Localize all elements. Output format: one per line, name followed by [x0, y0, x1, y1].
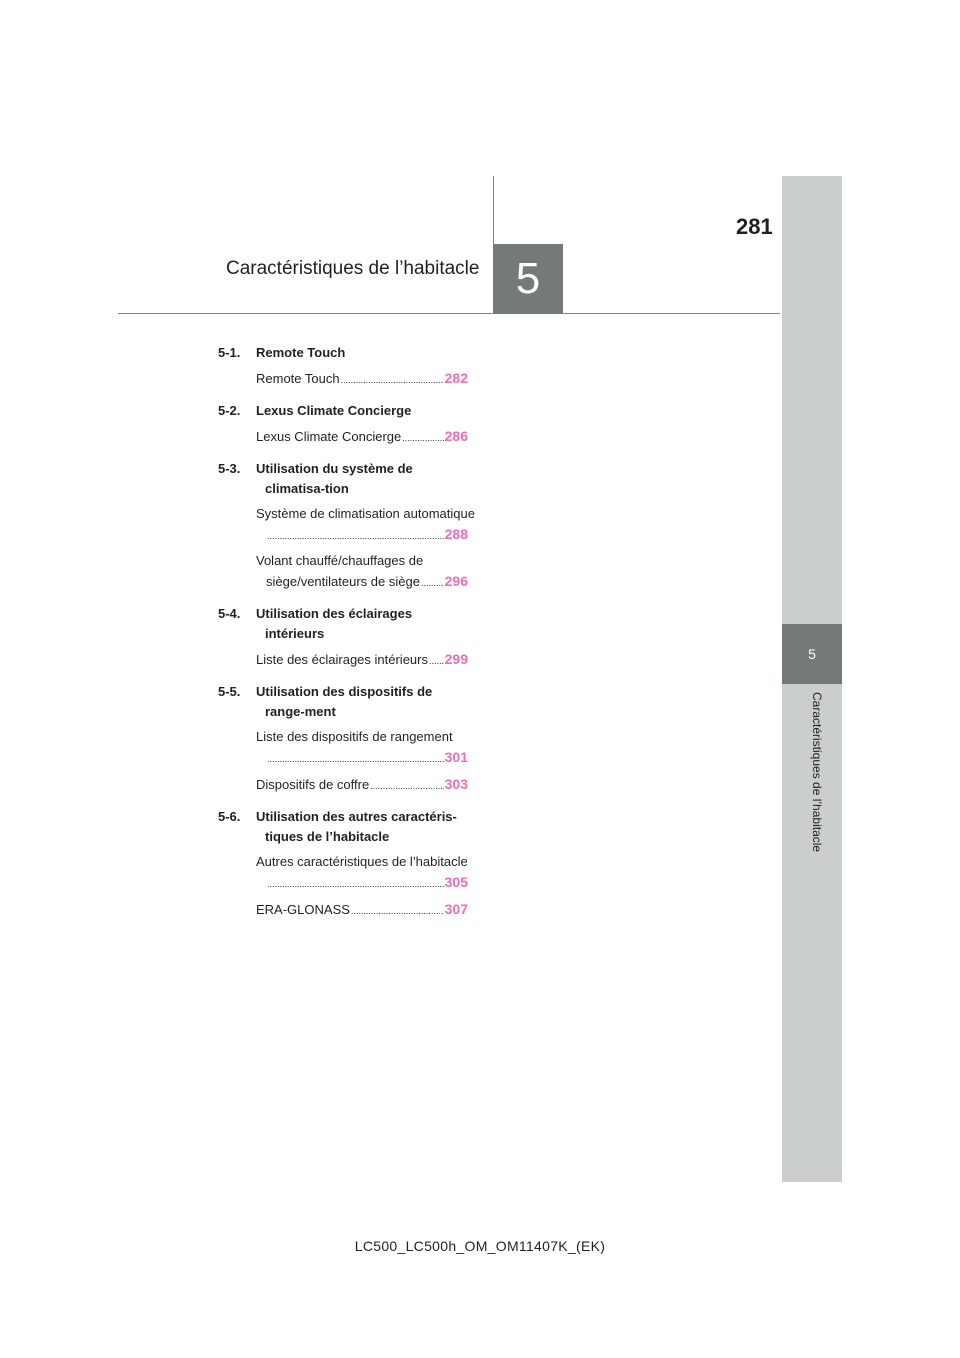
- toc-entry-text: Autres caractéristiques de l’habitacle: [256, 854, 468, 869]
- side-tab-number: 5: [808, 646, 816, 662]
- toc-section-heading[interactable]: [218, 343, 468, 363]
- toc-section-heading[interactable]: [218, 807, 468, 847]
- toc-section-heading[interactable]: [218, 682, 468, 722]
- toc-entry-text: siège/ventilateurs de siège: [266, 574, 420, 589]
- toc-section-title: Lexus Climate Concierge: [256, 403, 412, 418]
- toc-entry-line: [256, 524, 468, 546]
- chapter-number-box: [493, 244, 563, 314]
- toc-entry-line: [256, 747, 468, 769]
- toc-entry-text: ERA-GLONASS: [256, 902, 350, 917]
- header-rule: [118, 313, 780, 314]
- toc-entry-line: [256, 571, 468, 593]
- toc-section-number: 5-3.: [218, 461, 241, 476]
- toc-section-number: 5-2.: [218, 403, 241, 418]
- dot-leader: [341, 370, 444, 390]
- toc-section: [218, 807, 468, 921]
- toc-section-title: Utilisation des éclairages intérieurs: [256, 606, 413, 641]
- toc-entry-line: [256, 504, 475, 524]
- page-number: 281: [736, 214, 773, 239]
- toc-entry-line: [256, 774, 468, 796]
- chapter-title: Caractéristiques de l’habitacle: [226, 258, 480, 279]
- toc-entry[interactable]: [256, 649, 468, 671]
- toc-entry-text: Liste des éclairages intérieurs: [256, 652, 428, 667]
- toc-entry-text: Système de climatisation automatique: [256, 506, 475, 521]
- dot-leader: [370, 776, 443, 796]
- toc-section-number: 5-5.: [218, 684, 241, 699]
- chapter-number: 5: [515, 254, 541, 303]
- toc-entry-text: Liste des dispositifs de rangement: [256, 729, 453, 744]
- toc-section: [218, 459, 475, 593]
- toc-entry-line: [256, 899, 468, 921]
- toc-section-title: Utilisation des autres caractéris-tiques de l’habitacle: [256, 809, 457, 844]
- toc-entry[interactable]: [256, 899, 468, 921]
- toc-page-reference[interactable]: 307: [444, 901, 468, 917]
- toc-section: [218, 682, 468, 796]
- toc-entry-text: Lexus Climate Concierge: [256, 429, 402, 444]
- toc-page-reference[interactable]: 282: [444, 370, 468, 386]
- dot-leader: [267, 526, 444, 546]
- toc-section: [218, 604, 468, 671]
- toc-page-reference[interactable]: 296: [444, 573, 468, 589]
- document-code: LC500_LC500h_OM_OM11407K_(EK): [354, 1238, 606, 1254]
- toc-page-reference[interactable]: 305: [444, 874, 468, 890]
- toc-entry-line: [256, 368, 468, 390]
- toc-entry-text: Volant chauffé/chauffages de: [256, 553, 424, 568]
- toc-page-reference[interactable]: 301: [444, 749, 468, 765]
- table-of-contents: [218, 343, 475, 932]
- dot-leader: [402, 428, 443, 448]
- toc-section-number: 5-4.: [218, 606, 241, 621]
- toc-entry-line: [256, 727, 468, 747]
- dot-leader: [429, 651, 444, 671]
- side-tab-number-box[interactable]: [782, 624, 842, 684]
- toc-section-number: 5-1.: [218, 345, 241, 360]
- toc-page-reference[interactable]: 299: [444, 651, 468, 667]
- dot-leader: [351, 901, 444, 921]
- side-tab-label: Caractéristiques de l’habitacle: [810, 692, 824, 853]
- dot-leader: [421, 573, 444, 593]
- toc-page-reference[interactable]: 288: [444, 526, 468, 542]
- toc-entry[interactable]: [256, 368, 468, 390]
- toc-entry-line: [256, 649, 468, 671]
- toc-entry[interactable]: [256, 551, 468, 593]
- dot-leader: [267, 874, 444, 894]
- toc-entry-text: Dispositifs de coffre: [256, 777, 370, 792]
- toc-section-number: 5-6.: [218, 809, 241, 824]
- toc-entry-line: [256, 872, 468, 894]
- toc-section: [218, 343, 468, 390]
- toc-entry[interactable]: [256, 774, 468, 796]
- toc-section-title: Utilisation des dispositifs de range-ment: [256, 684, 433, 719]
- toc-entry-line: [256, 426, 468, 448]
- toc-section-title: Utilisation du système de climatisa-tion: [256, 461, 413, 496]
- toc-section: [218, 401, 468, 448]
- toc-entry-text: Remote Touch: [256, 371, 340, 386]
- toc-entry[interactable]: [256, 852, 468, 894]
- toc-section-heading[interactable]: [218, 604, 468, 644]
- toc-entry[interactable]: [256, 504, 475, 546]
- toc-page-reference[interactable]: 303: [444, 776, 468, 792]
- dot-leader: [267, 749, 444, 769]
- toc-entry[interactable]: [256, 727, 468, 769]
- toc-section-heading[interactable]: [218, 401, 468, 421]
- toc-entry[interactable]: [256, 426, 468, 448]
- toc-entry-line: [256, 852, 468, 872]
- toc-section-title: Remote Touch: [256, 345, 346, 360]
- toc-section-heading[interactable]: [218, 459, 468, 499]
- toc-entry-line: [256, 551, 468, 571]
- toc-page-reference[interactable]: 286: [444, 428, 468, 444]
